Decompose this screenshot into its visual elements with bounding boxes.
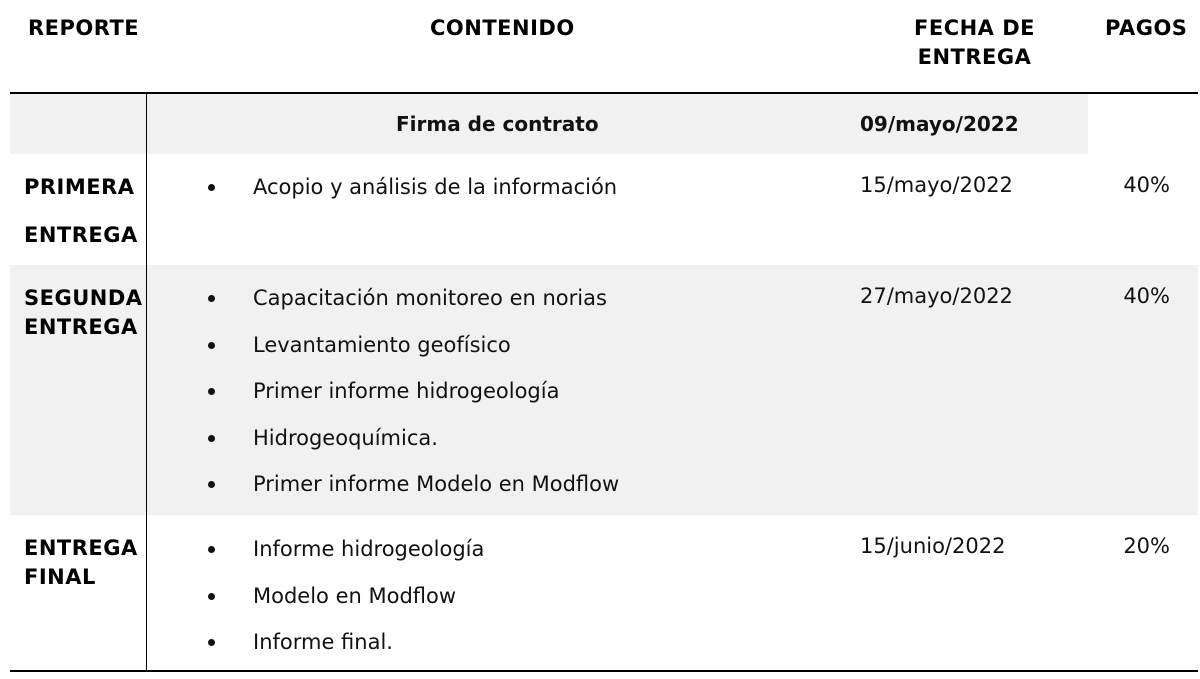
item-list-segunda	[200, 282, 619, 515]
list-item-text: Primer informe Modelo en Modflow	[253, 472, 620, 496]
contract-contenido: Firma de contrato	[396, 112, 599, 136]
header-reporte: REPORTE	[28, 16, 140, 40]
list-item	[200, 626, 484, 673]
row-fecha: 15/mayo/2022	[860, 173, 1013, 197]
list-item-text: Modelo en Modflow	[253, 583, 457, 608]
list-item	[200, 171, 617, 218]
row-label-line1: SEGUNDA	[24, 286, 143, 310]
bullet-icon	[208, 546, 215, 553]
header-fecha-line1: FECHA DE	[914, 16, 1036, 40]
bullet-icon	[208, 388, 215, 395]
list-item	[200, 580, 484, 627]
row-fecha: 15/junio/2022	[860, 534, 1006, 558]
bullet-icon	[208, 295, 215, 302]
bullet-icon	[208, 481, 215, 488]
row-label-line2: FINAL	[24, 565, 96, 589]
row-pago: 20%	[1123, 534, 1170, 558]
bullet-icon	[208, 184, 215, 191]
header-contenido: CONTENIDO	[430, 16, 575, 40]
bottom-rule	[10, 670, 1198, 672]
column-divider	[146, 94, 147, 671]
list-item-text: Informe hidrogeología	[253, 537, 485, 561]
bullet-icon	[208, 639, 215, 646]
row-label-primera	[24, 173, 138, 250]
row-fecha: 27/mayo/2022	[860, 284, 1013, 308]
row-pago: 40%	[1123, 173, 1170, 197]
bullet-icon	[208, 435, 215, 442]
list-item	[200, 422, 619, 469]
row-label-segunda	[24, 284, 143, 342]
row-label-line2: ENTREGA	[24, 223, 138, 247]
list-item	[200, 375, 619, 422]
row-label-line1: ENTREGA	[24, 536, 138, 560]
list-item-text: Hidrogeoquímica.	[253, 425, 438, 450]
contract-fecha: 09/mayo/2022	[860, 112, 1019, 136]
row-label-line1: PRIMERA	[24, 175, 135, 199]
list-item-text: Informe final.	[253, 630, 393, 654]
row-label-line2: ENTREGA	[24, 315, 138, 339]
bullet-icon	[208, 593, 215, 600]
item-list-primera	[200, 171, 617, 218]
list-item-text: Acopio y análisis de la información	[253, 175, 618, 199]
list-item-text: Capacitación monitoreo en norias	[253, 286, 607, 310]
item-list-final	[200, 533, 484, 673]
list-item-text: Primer informe hidrogeología	[253, 379, 560, 403]
list-item-text: Levantamiento geofísico	[253, 332, 511, 357]
list-item	[200, 533, 484, 580]
list-item	[200, 329, 619, 376]
row-label-final	[24, 534, 138, 592]
header-pagos: PAGOS	[1105, 16, 1188, 40]
list-item	[200, 468, 619, 515]
list-item	[200, 282, 619, 329]
header-fecha	[914, 14, 1035, 72]
row-pago: 40%	[1123, 284, 1170, 308]
header-fecha-line2: ENTREGA	[917, 45, 1032, 69]
bullet-icon	[208, 342, 215, 349]
